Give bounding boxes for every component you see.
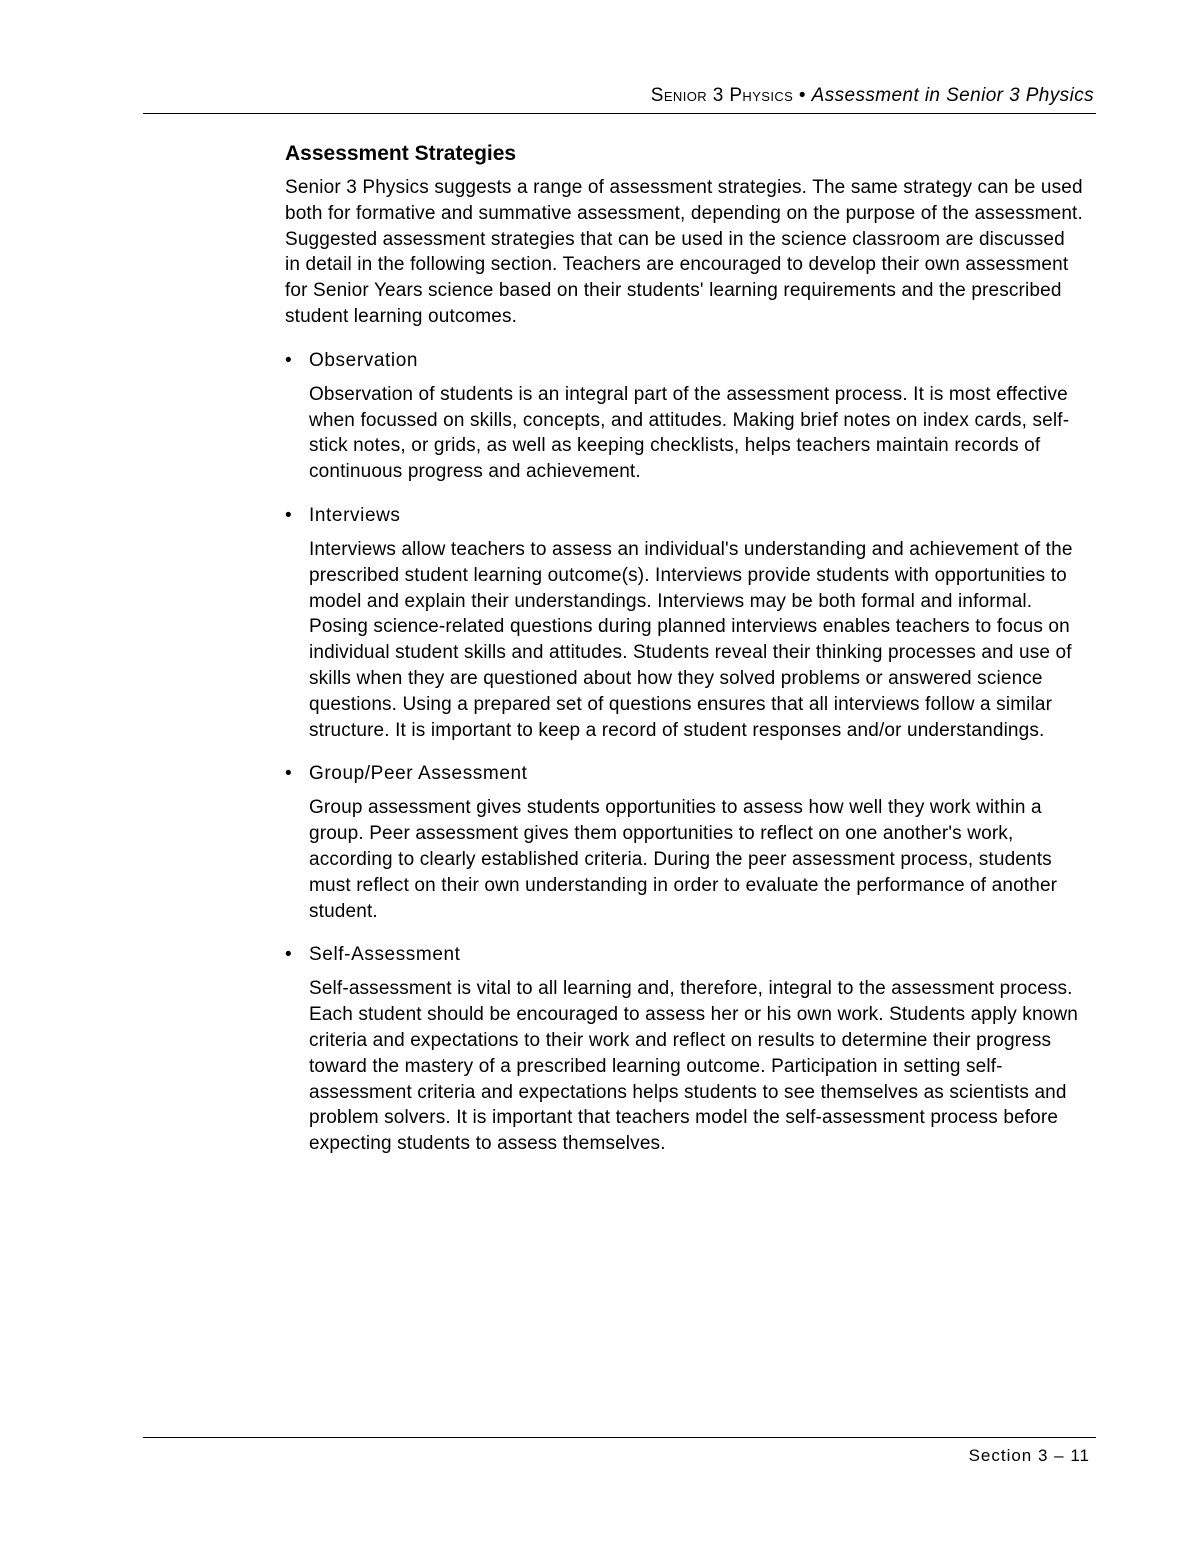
strategy-body: Observation of students is an integral part of the assessment process. It is most effective when focussed on skills, concepts, and attitudes. Making brief notes on index cards, self-stick notes, or grids, as well as keeping checklists, helps teachers maintain records of continuous progress and achievement. — [309, 383, 1070, 483]
strategy-item-observation — [285, 348, 1095, 485]
bullet-icon: • — [285, 763, 293, 785]
strategy-body: Interviews allow teachers to assess an individual's understanding and achievement of the prescribed student learning outcome(s). Interviews provide students with opportunities to model and explain their understandings. Interviews may be both formal and informal. Posing science-related questions during planned interviews enables teachers to focus on individual student skills and attitudes. Students reveal their thinking processes and use of skills when they are questioned about how they solved problems or answered science questions. Using a prepared set of questions ensures that all interviews follow a similar structure. It is important to keep a record of student responses and/or understandings. — [309, 538, 1073, 741]
strategy-title — [285, 503, 1095, 529]
strategy-body: Self-assessment is vital to all learning and, therefore, integral to the assessment process. Each student should be encouraged to assess her or his own work. Students apply known criteria and expectations to their work and reflect on results to determine their progress toward the mastery of a prescribed learning outcome. Participation in setting self-assessment criteria and expectations helps students to see themselves as scientists and problem solvers. It is important that teachers model the self-assessment process before expecting students to assess themselves. — [309, 978, 1078, 1155]
strategy-title — [285, 761, 1095, 787]
strategy-title-text: Self-Assessment — [309, 944, 461, 966]
bullet-icon: • — [285, 504, 293, 526]
header-rule — [143, 113, 1096, 114]
footer-rule — [143, 1437, 1096, 1438]
strategy-title-text: Group/Peer Assessment — [309, 763, 528, 785]
page-heading: Assessment Strategies — [285, 142, 517, 165]
header-section-title: Assessment in Senior 3 Physics — [811, 85, 1094, 106]
strategy-title-text: Observation — [309, 349, 419, 371]
strategy-title-text: Interviews — [309, 504, 401, 526]
strategy-item-interviews — [285, 503, 1095, 743]
strategy-body: Group assessment gives students opportunities to assess how well they work within a group. Peer assessment gives them opportunities to reflect on one another's work, according to clearly established criteria. During the peer assessment process, students must reflect on their own understanding in order to evaluate the performance of another student. — [309, 797, 1058, 922]
strategy-title — [285, 348, 1095, 374]
header-book-title: Senior 3 Physics — [650, 85, 794, 106]
header-separator: • — [793, 85, 812, 106]
strategy-item-self-assessment — [285, 942, 1095, 1157]
strategy-item-group-peer-assessment — [285, 761, 1095, 924]
page-body — [285, 140, 1095, 1157]
strategy-title — [285, 942, 1095, 968]
page-number: Section 3 – 11 — [968, 1446, 1090, 1465]
bullet-icon: • — [285, 944, 293, 966]
intro-paragraph: Senior 3 Physics suggests a range of assessment strategies. The same strategy can be used both for formative and summative assessment, depending on the purpose of the assessment. Suggested assessment strategies that can be used in the science classroom are discussed in detail in the following section. Teachers are encouraged to develop their own assessment for Senior Years science based on their students' learning requirements and the prescribed student learning outcomes. — [285, 177, 1083, 327]
bullet-icon: • — [285, 349, 293, 371]
running-header — [651, 83, 1094, 109]
